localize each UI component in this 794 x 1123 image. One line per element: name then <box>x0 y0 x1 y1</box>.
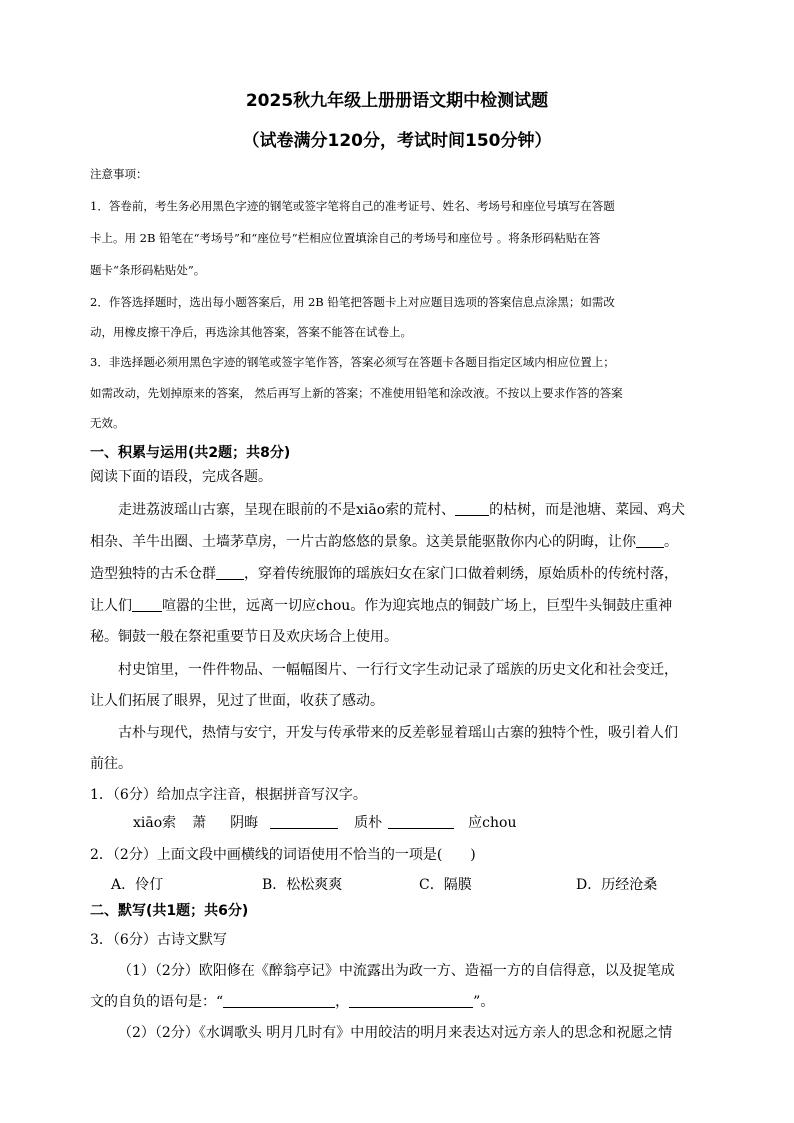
question-1: 1．（6分）给加点字注音，根据拼音写汉字。 <box>90 787 367 803</box>
note-3-line-2: 如需改动，先划掉原来的答案， 然后再写上新的答案；不准使用铅笔和涂改液。不按以上要求作答的答案 <box>90 386 623 400</box>
passage-line: 古朴与现代，热情与安宁，开发与传承带来的反差彰显着瑶山古寨的独特个性，吸引着人们 <box>118 725 678 741</box>
section-1-heading: 一、积累与运用(共2题；共8分) <box>90 445 291 461</box>
fill-blank <box>636 533 664 548</box>
passage-line: 相杂、羊牛出圈、土墙茅草房，一片古韵悠悠的景象。这美景能驱散你内心的阴晦，让你 。 <box>90 534 678 550</box>
option-a: A．伶仃 <box>111 877 164 893</box>
passage-line: 让人们拓展了眼界，见过了世面，收获了感动。 <box>90 693 384 709</box>
note-3-line-1: 3．非选择题必须用黑色字迹的钢笔或签字笔作答，答案必须写在答题卡各题目指定区域内相应位置上； <box>90 355 615 369</box>
answer-blank <box>223 993 335 1008</box>
option-c: C．隔膜 <box>419 877 472 893</box>
question-2: 2．（2分）上面文段中画横线的词语使用不恰当的一项是( ) <box>90 847 476 863</box>
option-d: D．历经沧桑 <box>576 877 658 893</box>
fill-blank <box>132 597 162 612</box>
passage-line: 走进荔波瑶山古寨，呈现在眼前的不是xiāo索的荒村、 的枯树，而是池塘、菜园、鸡犬 <box>118 502 686 518</box>
passage-line: 村史馆里，一件件物品、一幅幅图片、一行行文字生动记录了瑶族的历史文化和社会变迁， <box>118 662 678 678</box>
section-2-heading: 二、默写(共1题；共6分) <box>90 903 249 919</box>
answer-blank <box>388 814 454 829</box>
fill-blank <box>455 501 489 516</box>
notes-heading: 注意事项： <box>90 167 148 181</box>
question-3: 3．（6分）古诗文默写 <box>90 932 227 948</box>
question-3-2: （2）（2分）《水调歌头 明月几时有》中用皎洁的明月来表达对远方亲人的思念和祝愿之情 <box>118 1025 673 1041</box>
page-title: 2025秋九年级上册册语文期中检测试题 <box>245 91 549 111</box>
note-2-line-2: 动，用橡皮擦干净后，再选涂其他答案，答案不能答在试卷上。 <box>90 325 412 339</box>
note-1-line-3: 题卡“条形码粘贴处”。 <box>90 263 206 277</box>
question-1-words: xiāo索 萧 阴晦 质朴 应chou <box>133 815 517 831</box>
option-b: B．松松爽爽 <box>262 877 343 893</box>
passage-line: 造型独特的古禾仓群 ，穿着传统服饰的瑶族妇女在家门口做着刺绣，原始质朴的传统村落， <box>90 566 678 582</box>
answer-blank <box>270 814 338 829</box>
question-3-1: （1）（2分）欧阳修在《醉翁亭记》中流露出为政一方、造福一方的自信得意，以及捉笔成 <box>118 963 675 979</box>
fill-blank <box>216 565 244 580</box>
note-2-line-1: 2．作答选择题时，选出每小题答案后，用 2B 铅笔把答题卡上对应题目选项的答案信息点涂黑；如需改 <box>90 295 615 309</box>
note-1-line-2: 卡上。用 2B 铅笔在“考场号”和“座位号”栏相应位置填涂自己的考场号和座位号 。将条形码粘贴在答 <box>90 231 601 245</box>
page-subtitle: （试卷满分120分，考试时间150分钟） <box>242 131 552 151</box>
passage-line: 前往。 <box>90 756 132 772</box>
passage-line: 让人们 喧嚣的尘世，远离一切应chou。作为迎宾地点的铜鼓广场上，巨型牛头铜鼓庄重神 <box>90 598 673 614</box>
note-1-line-1: 1．答卷前，考生务必用黑色字迹的钢笔或签字笔将自己的准考证号、姓名、考场号和座位号填写在答题 <box>90 199 615 213</box>
question-3-1-continued: 文的自负的语句是：“ ， ”。 <box>90 994 495 1010</box>
reading-instruction: 阅读下面的语段，完成各题。 <box>90 469 272 485</box>
note-3-line-3: 无效。 <box>90 416 125 430</box>
passage-line: 秘。铜鼓一般在祭祀重要节日及欢庆场合上使用。 <box>90 629 398 645</box>
answer-blank <box>349 993 473 1008</box>
